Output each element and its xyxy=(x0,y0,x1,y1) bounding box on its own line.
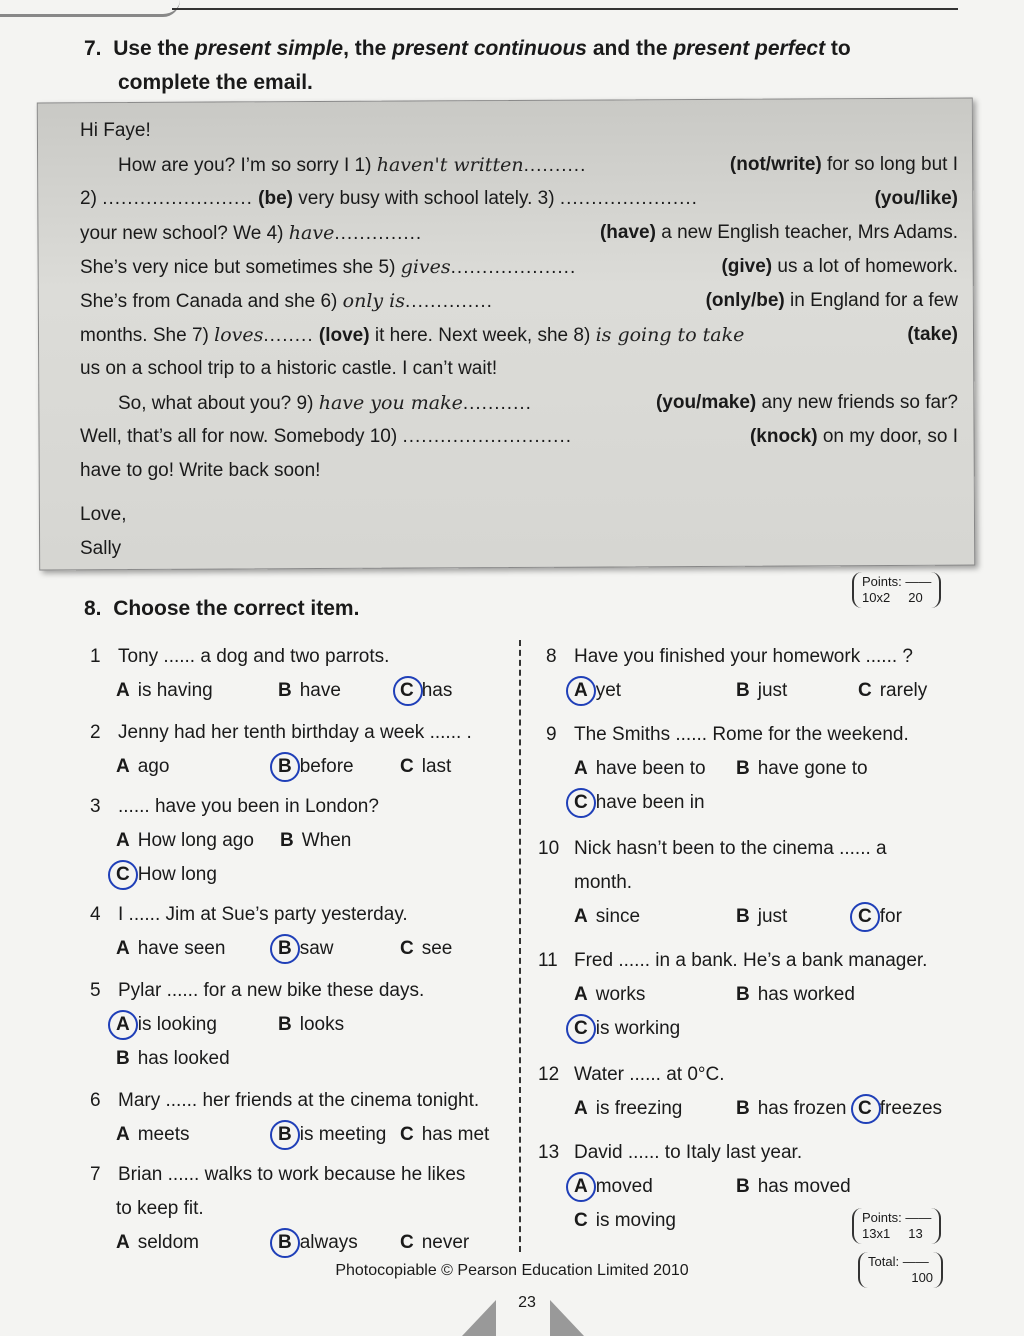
email-greeting: Hi Faye! xyxy=(80,120,151,141)
email-text: in England for a few xyxy=(790,290,958,311)
option-text: When xyxy=(301,830,352,851)
page-number: 23 xyxy=(518,1294,536,1311)
option-letter: A xyxy=(574,1098,588,1119)
option-letter: A xyxy=(574,984,588,1005)
total-label: Total: xyxy=(868,1254,900,1269)
handwritten-answer-8[interactable]: is going to take xyxy=(595,324,745,346)
option-text: just xyxy=(757,680,788,701)
question-text: ...... have you been in London? xyxy=(118,796,379,817)
option-1b[interactable] xyxy=(278,674,341,708)
points-line: —— xyxy=(905,1210,932,1225)
option-letter: A xyxy=(574,906,588,927)
answer-circle xyxy=(393,676,423,706)
email-line-5 xyxy=(80,284,958,319)
blank-dots: .................... xyxy=(450,257,577,278)
question-number: 11 xyxy=(538,950,558,971)
question-number: 10 xyxy=(538,838,560,859)
email-segment xyxy=(706,284,958,319)
option-10b[interactable] xyxy=(736,900,787,934)
option-text: has moved xyxy=(757,1176,851,1197)
option-letter: C xyxy=(858,680,872,701)
exercise-number: 8. xyxy=(84,597,102,620)
option-text: looks xyxy=(299,1014,345,1035)
question-8 xyxy=(546,640,913,674)
page-corner-curve xyxy=(0,0,180,17)
question-number: 5 xyxy=(90,980,101,1001)
option-10a[interactable] xyxy=(574,900,640,934)
question-number: 3 xyxy=(90,796,101,817)
instr-text: and the xyxy=(587,37,674,60)
question-5 xyxy=(90,974,424,1008)
verb-prompt: (knock) xyxy=(749,426,818,447)
email-text: So, what about you? 9) xyxy=(118,393,314,414)
question-11 xyxy=(538,944,927,978)
email-text: us a lot of homework. xyxy=(777,256,958,277)
copyright-footer: Photocopiable © Pearson Education Limited 2010 xyxy=(335,1262,689,1279)
answer-circle xyxy=(850,902,880,932)
tense-name: present perfect xyxy=(673,37,826,60)
blank-2[interactable]: ........................ xyxy=(102,188,253,209)
option-text: is having xyxy=(137,680,213,701)
email-segment xyxy=(80,318,744,353)
option-text: moved xyxy=(595,1176,653,1197)
option-text: have been in xyxy=(595,792,705,813)
option-letter: C xyxy=(574,792,588,813)
question-text: Pylar ...... for a new bike these days. xyxy=(118,980,425,1001)
email-text: a new English teacher, Mrs Adams. xyxy=(661,222,958,243)
option-7a[interactable] xyxy=(116,1226,199,1260)
question-text: Brian ...... walks to work because he likes xyxy=(118,1164,466,1185)
email-text: very busy with school lately. 3) xyxy=(298,188,555,209)
exercise-8-instructions xyxy=(84,592,359,626)
option-letter: A xyxy=(116,938,130,959)
option-text: is meeting xyxy=(299,1124,387,1145)
email-text: any new friends so far? xyxy=(761,392,958,413)
question-number: 9 xyxy=(546,724,557,745)
points-box xyxy=(852,572,941,608)
option-text: just xyxy=(757,906,788,927)
option-letter: A xyxy=(116,1232,130,1253)
email-segment xyxy=(721,250,958,285)
answer-circle xyxy=(566,1014,596,1044)
question-7-line2: to keep fit. xyxy=(116,1198,204,1219)
option-text: since xyxy=(595,906,641,927)
question-text: Have you finished your homework ...... ? xyxy=(574,646,913,667)
question-number: 2 xyxy=(90,722,101,743)
option-letter: C xyxy=(858,906,872,927)
option-letter: C xyxy=(858,1098,872,1119)
option-letter: C xyxy=(400,938,414,959)
option-text: is moving xyxy=(595,1210,676,1231)
points-total: 13 xyxy=(908,1226,923,1241)
option-6a[interactable] xyxy=(116,1118,189,1152)
option-letter: B xyxy=(736,1176,750,1197)
email-text: 2) xyxy=(80,188,97,209)
option-12b[interactable] xyxy=(736,1092,846,1126)
points-label: Points: xyxy=(862,574,902,589)
option-letter: A xyxy=(574,680,588,701)
option-text: rarely xyxy=(879,680,928,701)
option-letter: B xyxy=(278,1014,292,1035)
question-text: Jenny had her tenth birthday a week ...... . xyxy=(118,722,472,743)
option-letter: B xyxy=(736,758,750,779)
option-text: freezes xyxy=(879,1098,943,1119)
email-segment xyxy=(80,182,698,216)
points-line: —— xyxy=(905,574,932,589)
option-3a[interactable] xyxy=(116,824,254,858)
header-rule xyxy=(172,8,958,10)
handwritten-answer-6[interactable]: only is xyxy=(342,290,406,312)
email-text: Well, that’s all for now. Somebody 10) xyxy=(80,426,398,447)
option-13b[interactable] xyxy=(736,1170,851,1204)
email-segment xyxy=(80,284,493,319)
option-9a[interactable] xyxy=(574,752,706,786)
email-text: for so long but I xyxy=(827,154,958,175)
question-6 xyxy=(90,1084,479,1118)
question-4 xyxy=(90,898,408,932)
option-letter: C xyxy=(574,1018,588,1039)
verb-prompt: (take) xyxy=(907,324,958,345)
option-letter: B xyxy=(736,680,750,701)
question-text: Water ...... at 0°C. xyxy=(574,1064,725,1085)
question-text: The Smiths ...... Rome for the weekend. xyxy=(574,724,909,745)
option-11a[interactable] xyxy=(574,978,645,1012)
option-text: never xyxy=(421,1232,470,1253)
verb-prompt: (you/make) xyxy=(655,392,757,413)
verb-prompt: (not/write) xyxy=(729,154,822,175)
blank-dots: ........ xyxy=(263,325,314,346)
answer-circle xyxy=(566,676,596,706)
option-letter: B xyxy=(116,1048,130,1069)
email-text: months. She 7) xyxy=(80,325,209,346)
option-letter: B xyxy=(278,938,292,959)
question-text: Nick hasn’t been to the cinema ...... a xyxy=(574,838,887,859)
verb-prompt: (love) xyxy=(318,325,370,346)
option-text: is freezing xyxy=(595,1098,683,1119)
email-line-2 xyxy=(80,182,958,216)
email-segment xyxy=(118,148,586,183)
question-text: Fred ...... in a bank. He’s a bank manager. xyxy=(574,950,928,971)
question-number: 13 xyxy=(538,1142,560,1163)
answer-circle xyxy=(851,1094,881,1124)
option-text: have gone to xyxy=(757,758,868,779)
email-line-8 xyxy=(118,386,958,421)
answer-circle xyxy=(108,860,138,890)
question-number: 12 xyxy=(538,1064,560,1085)
option-2a[interactable] xyxy=(116,750,169,784)
option-text: have been to xyxy=(595,758,706,779)
exercise-7-instructions-line2: complete the email. xyxy=(118,71,313,94)
question-10-line2: month. xyxy=(574,872,633,893)
option-letter: B xyxy=(736,984,750,1005)
option-letter: B xyxy=(278,756,292,777)
option-5c[interactable] xyxy=(116,1042,230,1076)
option-text: meets xyxy=(137,1124,190,1145)
exercise-7-instructions xyxy=(84,32,984,66)
question-10 xyxy=(538,832,887,866)
option-letter: A xyxy=(574,1176,588,1197)
verb-prompt: (you/like) xyxy=(874,188,958,209)
option-letter: A xyxy=(116,1014,130,1035)
question-number: 7 xyxy=(90,1164,101,1185)
email-text: on my door, so I xyxy=(822,426,958,447)
answer-circle xyxy=(270,752,300,782)
email-text: She’s very nice but sometimes she 5) xyxy=(80,257,396,278)
answer-circle xyxy=(270,934,300,964)
option-text: see xyxy=(421,938,453,959)
option-text: has looked xyxy=(137,1048,230,1069)
email-segment xyxy=(118,386,532,421)
option-text: has xyxy=(421,680,453,701)
option-letter: C xyxy=(400,1124,414,1145)
option-2c[interactable] xyxy=(400,750,451,784)
blank-dots: ........... xyxy=(462,393,532,414)
option-text: have xyxy=(299,680,341,701)
option-8b[interactable] xyxy=(736,674,787,708)
email-segment xyxy=(80,250,576,285)
question-number: 6 xyxy=(90,1090,101,1111)
option-4a[interactable] xyxy=(116,932,225,966)
option-text: works xyxy=(595,984,646,1005)
option-6c[interactable] xyxy=(400,1118,489,1152)
email-line-6 xyxy=(80,318,958,353)
option-text: is working xyxy=(595,1018,681,1039)
email-segment xyxy=(600,216,958,251)
question-text: Mary ...... her friends at the cinema tonight. xyxy=(118,1090,480,1111)
option-text: seldom xyxy=(137,1232,199,1253)
question-text: David ...... to Italy last year. xyxy=(574,1142,803,1163)
verb-prompt: (give) xyxy=(721,256,773,277)
option-text: yet xyxy=(595,680,622,701)
exercise-number: 7. xyxy=(84,37,102,60)
option-text: has met xyxy=(421,1124,490,1145)
option-text: ago xyxy=(137,756,170,777)
instr-text: , the xyxy=(343,37,393,60)
option-4c[interactable] xyxy=(400,932,452,966)
verb-prompt: (have) xyxy=(599,222,656,243)
email-segment xyxy=(656,386,958,421)
blank-dots: .......... xyxy=(523,155,587,176)
question-13 xyxy=(538,1136,802,1170)
answer-circle xyxy=(566,788,596,818)
answer-circle xyxy=(566,1172,596,1202)
email-text: your new school? We 4) xyxy=(80,223,284,244)
option-text: always xyxy=(299,1232,358,1253)
points-multiplier: 10x2 xyxy=(862,590,891,605)
option-text: has frozen xyxy=(757,1098,847,1119)
blank-dots: .............. xyxy=(334,223,423,244)
column-divider xyxy=(519,640,521,1252)
option-letter: A xyxy=(116,756,130,777)
blank-3[interactable]: ...................... xyxy=(559,188,698,209)
option-letter: C xyxy=(400,1232,414,1253)
email-closing: Love, xyxy=(80,504,127,525)
option-5b[interactable] xyxy=(278,1008,344,1042)
option-text: for xyxy=(879,906,902,927)
option-letter: B xyxy=(278,1124,292,1145)
option-8c[interactable] xyxy=(858,674,927,708)
question-12 xyxy=(538,1058,725,1092)
answer-circle xyxy=(108,1010,138,1040)
question-9 xyxy=(546,718,909,752)
option-text: How long ago xyxy=(137,830,254,851)
verb-prompt: (be) xyxy=(258,188,293,209)
points-multiplier: 13x1 xyxy=(862,1226,891,1241)
option-letter: A xyxy=(574,758,588,779)
total-value: 100 xyxy=(911,1270,934,1285)
option-12a[interactable] xyxy=(574,1092,682,1126)
email-line-1 xyxy=(118,148,958,183)
option-letter: A xyxy=(116,830,130,851)
option-text: How long xyxy=(137,864,217,885)
email-segment xyxy=(80,216,422,251)
option-letter: B xyxy=(278,680,292,701)
page-number-decoration-left xyxy=(462,1300,496,1336)
total-line: —— xyxy=(902,1254,929,1269)
question-text: Tony ...... a dog and two parrots. xyxy=(118,646,390,667)
points-box-2 xyxy=(852,1208,941,1244)
email-line-4 xyxy=(80,250,958,285)
email-line-7: us on a school trip to a historic castle. I can’t wait! xyxy=(80,358,498,379)
instr-text: Choose the correct item. xyxy=(113,597,360,620)
email-text: it here. Next week, she 8) xyxy=(374,325,591,346)
question-text: I ...... Jim at Sue’s party yesterday. xyxy=(118,904,408,925)
question-2 xyxy=(90,716,472,750)
points-label: Points: xyxy=(862,1210,902,1225)
blank-10[interactable]: ........................... xyxy=(402,426,572,447)
option-letter: A xyxy=(116,680,130,701)
option-letter: A xyxy=(116,1124,130,1145)
option-1a[interactable] xyxy=(116,674,213,708)
option-letter: B xyxy=(280,830,294,851)
option-letter: C xyxy=(574,1210,588,1231)
option-text: has worked xyxy=(757,984,855,1005)
handwritten-answer-4[interactable]: have xyxy=(288,222,335,244)
option-11b[interactable] xyxy=(736,978,855,1012)
option-letter: B xyxy=(736,1098,750,1119)
email-segment xyxy=(750,420,958,454)
email-segment xyxy=(730,148,958,183)
answer-circle xyxy=(270,1228,300,1258)
verb-prompt: (only/be) xyxy=(705,290,785,311)
handwritten-answer-7[interactable]: loves xyxy=(214,324,264,346)
option-text: before xyxy=(299,756,354,777)
question-7 xyxy=(90,1158,465,1192)
option-13c[interactable] xyxy=(574,1204,676,1238)
handwritten-answer-9[interactable]: have you make xyxy=(318,392,463,414)
email-line-3 xyxy=(80,216,958,251)
tense-name: present simple xyxy=(194,37,344,60)
option-text: is looking xyxy=(137,1014,217,1035)
question-1 xyxy=(90,640,389,674)
option-text: last xyxy=(421,756,452,777)
email-signature: Sally xyxy=(80,538,122,559)
option-7c[interactable] xyxy=(400,1226,469,1260)
option-letter: B xyxy=(736,906,750,927)
tense-name: present continuous xyxy=(392,37,587,60)
option-3b[interactable] xyxy=(280,824,351,858)
question-number: 1 xyxy=(90,646,101,667)
option-letter: B xyxy=(278,1232,292,1253)
question-number: 8 xyxy=(546,646,557,667)
points-total: 20 xyxy=(908,590,923,605)
instr-text: to xyxy=(825,37,851,60)
email-line-10: have to go! Write back soon! xyxy=(80,460,321,481)
question-number: 4 xyxy=(90,904,101,925)
option-text: saw xyxy=(299,938,334,959)
email-text: She’s from Canada and she 6) xyxy=(80,291,338,312)
handwritten-answer-1[interactable]: haven't written xyxy=(376,154,524,176)
blank-dots: .............. xyxy=(405,291,493,312)
email-segment xyxy=(80,420,572,454)
question-3 xyxy=(90,790,379,824)
option-letter: C xyxy=(116,864,130,885)
option-letter: C xyxy=(400,680,414,701)
handwritten-answer-5[interactable]: gives xyxy=(400,256,451,278)
option-text: have seen xyxy=(137,938,226,959)
option-9b[interactable] xyxy=(736,752,868,786)
email-line-9 xyxy=(80,420,958,454)
option-letter: C xyxy=(400,756,414,777)
email-text: How are you? I’m so sorry I 1) xyxy=(118,155,372,176)
instr-text: Use the xyxy=(113,37,195,60)
answer-circle xyxy=(270,1120,300,1150)
